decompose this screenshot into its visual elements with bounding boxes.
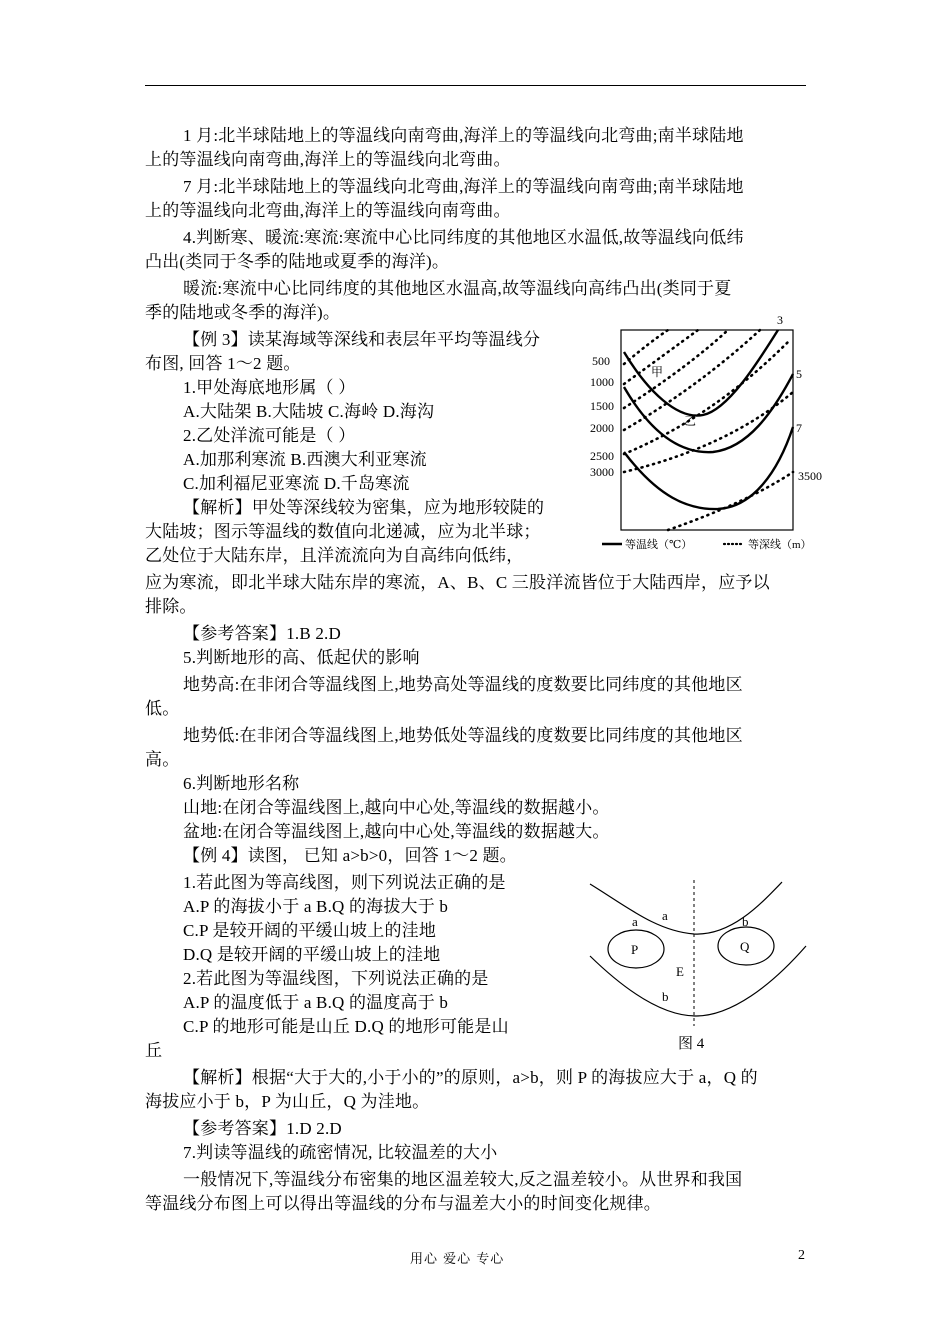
contour-line-a — [590, 882, 782, 934]
figure1-frame — [621, 330, 793, 530]
text-line: 暖流:寒流中心比同纬度的其他地区水温高,故等温线向高纬凸出(类同于夏 — [183, 279, 732, 298]
text-line: 高。 — [145, 750, 180, 769]
text-line: 等温线分布图上可以得出等温线的分布与温差大小的时间变化规律。 — [145, 1194, 661, 1213]
header-rule — [145, 85, 806, 86]
text-line: 2.若此图为等温线图，下列说法正确的是 — [183, 969, 489, 988]
temp-label: 3 — [777, 313, 783, 327]
depth-label: 500 — [592, 354, 610, 368]
text-line: 大陆坡；图示等温线的数值向北递减，应为北半球； — [145, 522, 541, 541]
isotherm-7 — [624, 427, 793, 509]
text-line: D.Q 是较开阔的平缓山坡上的洼地 — [183, 945, 441, 964]
text-line: 4.判断寒、暖流:寒流:寒流中心比同纬度的其他地区水温低,故等温线向低纬 — [183, 228, 744, 247]
depth-label: 3500 — [798, 469, 822, 483]
text-line: 5.判断地形的高、低起伏的影响 — [183, 648, 420, 667]
text-line: 7.判读等温线的疏密情况, 比较温差的大小 — [183, 1143, 498, 1162]
text-line: C.P 是较开阔的平缓山坡上的洼地 — [183, 921, 437, 940]
isobath-3000 — [624, 392, 793, 472]
text-line: A.加那利寒流 B.西澳大利亚寒流 — [183, 450, 427, 469]
temp-label: 7 — [796, 421, 802, 435]
isotherm-isobath-figure — [588, 312, 838, 552]
text-line: 山地:在闭合等温线图上,越向中心处,等温线的数据越小。 — [183, 798, 610, 817]
contour-line-b — [590, 946, 806, 1016]
text-line: 布图, 回答 1～2 题。 — [145, 354, 301, 373]
text-line: 【解析】根据“大于大的,小于小的”的原则，a>b，则 P 的海拔应大于 a，Q 的 — [183, 1068, 758, 1087]
text-line: 上的等温线向南弯曲,海洋上的等温线向北弯曲。 — [145, 150, 511, 169]
label-b: b — [662, 989, 669, 1004]
isobath-2500 — [624, 342, 788, 454]
label-a: a — [632, 914, 638, 929]
depth-label: 2500 — [590, 449, 614, 463]
place-label-jia: 甲 — [651, 365, 664, 379]
text-line: 排除。 — [145, 597, 197, 616]
text-line: 地势低:在非闭合等温线图上,地势低处等温线的度数要比同纬度的其他地区 — [183, 726, 743, 745]
text-line: 1.若此图为等高线图，则下列说法正确的是 — [183, 873, 506, 892]
text-line: 地势高:在非闭合等温线图上,地势高处等温线的度数要比同纬度的其他地区 — [183, 675, 743, 694]
text-line: 应为寒流，即北半球大陆东岸的寒流，A、B、C 三股洋流皆位于大陆西岸，应予以 — [145, 573, 770, 592]
text-line: 7 月:北半球陆地上的等温线向北弯曲,海洋上的等温线向南弯曲;南半球陆地 — [183, 177, 744, 196]
legend-isobath: 等深线（m） — [748, 539, 812, 551]
depth-label: 3000 — [590, 465, 614, 479]
text-line: C.加利福尼亚寒流 D.千岛寒流 — [183, 474, 410, 493]
text-line: 季的陆地或冬季的海洋)。 — [145, 303, 341, 322]
label-E: E — [676, 964, 684, 979]
isotherm-3 — [624, 330, 778, 416]
text-line: 2.乙处洋流可能是（ ） — [183, 426, 356, 445]
text-line: A.大陆架 B.大陆坡 C.海岭 D.海沟 — [183, 402, 435, 421]
text-line: 1.甲处海底地形属（ ） — [183, 378, 356, 397]
depth-label: 1000 — [590, 375, 614, 389]
text-line: 【例 3】读某海域等深线和表层年平均等温线分 — [183, 330, 541, 349]
text-line: 1 月:北半球陆地上的等温线向南弯曲,海洋上的等温线向北弯曲;南半球陆地 — [183, 126, 744, 145]
text-line: 6.判断地形名称 — [183, 774, 300, 793]
text-line: 【例 4】读图， 已知 a>b>0，回答 1～2 题。 — [183, 846, 517, 865]
page-number: 2 — [798, 1248, 805, 1263]
text-line: 低。 — [145, 699, 180, 718]
text-line: 凸出(类同于冬季的陆地或夏季的海洋)。 — [145, 252, 450, 271]
isobath-500 — [624, 330, 668, 364]
depth-label: 1500 — [590, 399, 614, 413]
place-label-yi: 乙 — [684, 414, 697, 428]
figure-caption: 图 4 — [678, 1036, 705, 1052]
text-line: A.P 的海拔小于 a B.Q 的海拔大于 b — [183, 897, 449, 916]
text-line: 盆地:在闭合等温线图上,越向中心处,等温线的数据越大。 — [183, 822, 610, 841]
text-line: 乙处位于大陆东岸，且洋流流向为自高纬向低纬， — [145, 546, 524, 565]
legend-isotherm: 等温线（℃） — [625, 539, 693, 551]
text-line: 海拔应小于 b，P 为山丘，Q 为洼地。 — [145, 1092, 430, 1111]
text-line: 上的等温线向北弯曲,海洋上的等温线向南弯曲。 — [145, 201, 511, 220]
text-line: 【参考答案】1.D 2.D — [183, 1119, 342, 1138]
footer-text: 用心 爱心 专心 — [410, 1252, 505, 1267]
label-a: a — [662, 908, 668, 923]
text-line: C.P 的地形可能是山丘 D.Q 的地形可能是山 — [183, 1017, 509, 1036]
text-line: A.P 的温度低于 a B.Q 的温度高于 b — [183, 993, 449, 1012]
label-P: P — [631, 942, 639, 957]
text-line: 【参考答案】1.B 2.D — [183, 624, 341, 643]
text-line: 一般情况下,等温线分布密集的地区温差较大,反之温差较小。从世界和我国 — [183, 1170, 743, 1189]
text-line: 【解析】甲处等深线较为密集，应为地形较陡的 — [183, 498, 545, 517]
label-b: b — [742, 914, 749, 929]
temp-label: 5 — [796, 367, 802, 381]
depth-label: 2000 — [590, 421, 614, 435]
text-line: 丘 — [145, 1041, 163, 1060]
isobath-3500 — [668, 472, 793, 530]
label-Q: Q — [740, 939, 750, 954]
